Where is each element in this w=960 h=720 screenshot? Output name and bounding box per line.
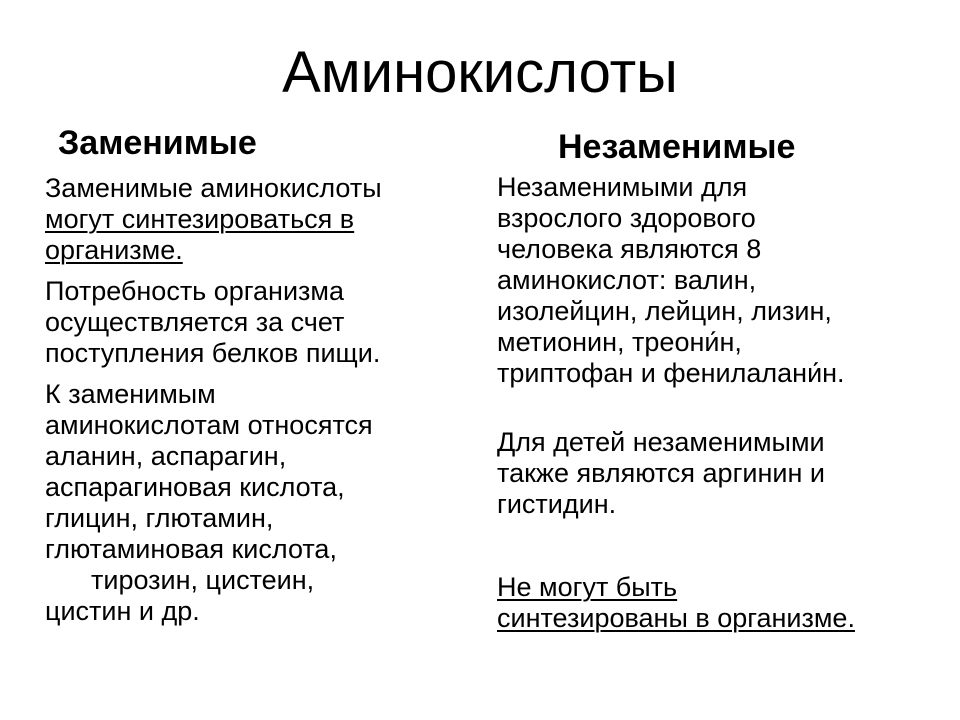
right-column-body — [497, 172, 942, 644]
column-heading-replaceable: Заменимые — [58, 124, 257, 162]
text-line: взрослого здорового — [497, 203, 756, 233]
text-line: Потребность организма — [45, 276, 345, 306]
text-line: гистидин. — [497, 489, 617, 519]
text-line: цистин и др. — [45, 596, 200, 626]
left-paragraph-definition — [45, 173, 465, 266]
text-line: изолейцин, лейцин, лизин, — [497, 296, 832, 326]
text-line: также являются аргинин и — [497, 458, 825, 488]
text-line: аминокислот: валин, — [497, 265, 757, 295]
text-line-underlined: организме. — [45, 235, 183, 265]
right-paragraph-children — [497, 427, 942, 520]
left-paragraph-list — [45, 379, 465, 627]
text-line-underlined: могут синтезироваться в — [45, 204, 355, 234]
text-line: аспарагиновая кислота, — [45, 472, 345, 502]
right-paragraph-adults — [497, 172, 942, 389]
slide-title: Аминокислоты — [282, 40, 678, 105]
left-column-body — [45, 173, 465, 637]
text-line: Для детей незаменимыми — [497, 427, 825, 457]
text-line: поступления белков пищи. — [45, 338, 381, 368]
text-line-indented: тирозин, цистеин, — [91, 565, 315, 595]
text-line: глютаминовая кислота, — [45, 534, 337, 564]
text-line: аланин, аспарагин, — [45, 441, 287, 471]
text-line: К заменимым — [45, 379, 216, 409]
text-line-underlined: синтезированы в организме. — [497, 603, 855, 633]
text-line: Незаменимыми для — [497, 172, 748, 202]
column-heading-essential: Незаменимые — [558, 128, 796, 166]
text-line: аминокислотам относятся — [45, 410, 373, 440]
text-line: триптофан и фенилалани́н. — [497, 358, 845, 388]
left-paragraph-need — [45, 276, 465, 369]
text-line: человека являются 8 — [497, 234, 762, 264]
text-line: Заменимые аминокислоты — [45, 173, 382, 203]
text-line: метионин, треони́н, — [497, 327, 742, 357]
text-line: осуществляется за счет — [45, 307, 345, 337]
right-paragraph-note — [497, 572, 942, 634]
text-line: глицин, глютамин, — [45, 503, 274, 533]
text-line-underlined: Не могут быть — [497, 572, 678, 602]
